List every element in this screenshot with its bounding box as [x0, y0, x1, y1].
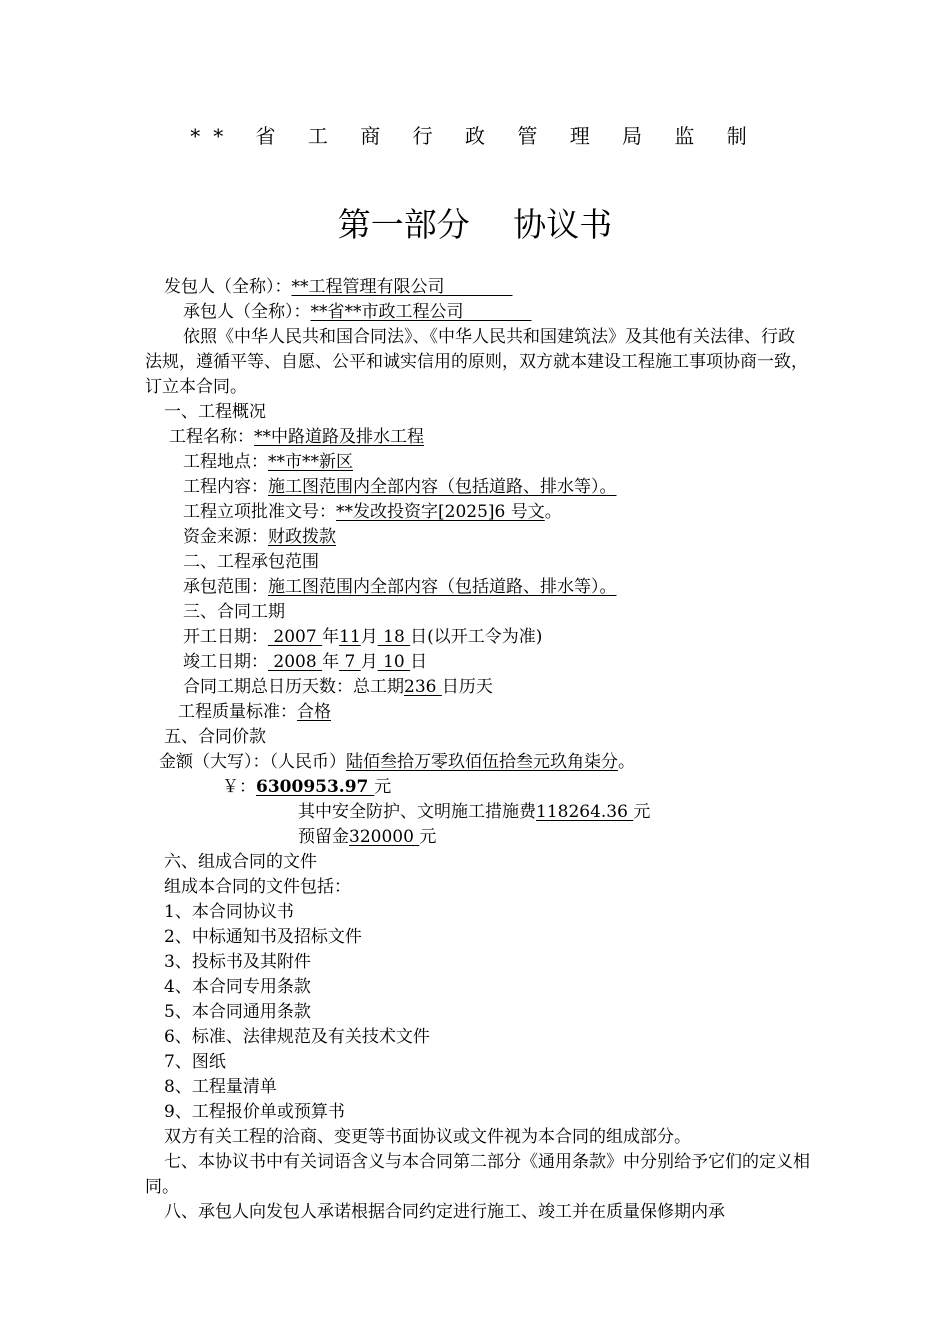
document-item: 6、标准、法律规范及有关技术文件 [164, 1027, 430, 1047]
section5-heading: 五、合同价款 [164, 727, 266, 747]
approval-label: 工程立项批准文号： [183, 502, 336, 522]
start-day: 18 [377, 627, 411, 647]
employer-line [164, 275, 513, 299]
end-date-label: 竣工日期： [183, 652, 268, 672]
project-location-value: **市**新区 [268, 452, 353, 472]
end-day: 10 [377, 652, 411, 672]
document-item: 4、本合同专用条款 [164, 977, 311, 997]
document-item: 5、本合同通用条款 [164, 1002, 311, 1022]
approval-line [183, 500, 562, 524]
total-days-value: 236 [404, 677, 442, 697]
approval-value: **发改投资字[2025]6 号文 [336, 502, 545, 522]
start-year: 2007 [268, 627, 323, 647]
scope-value: 施工图范围内全部内容（包括道路、排水等）。 [268, 577, 617, 597]
start-date-label: 开工日期： [183, 627, 268, 647]
document-item: 7、图纸 [164, 1052, 226, 1072]
retention-label: 预留金 [298, 827, 349, 847]
document-item: 2、中标通知书及招标文件 [164, 927, 362, 947]
document-item: 8、工程量清单 [164, 1077, 277, 1097]
amount-suffix: 。 [618, 752, 635, 772]
yen-label: ￥： [222, 777, 256, 797]
safety-fee-unit: 元 [633, 802, 651, 822]
contractor-line [183, 300, 532, 324]
quality-value: 合格 [297, 702, 331, 722]
year-unit: 年 [322, 652, 340, 672]
approval-suffix: 。 [544, 502, 562, 522]
quality-line [178, 700, 331, 724]
document-item: 3、投标书及其附件 [164, 952, 311, 972]
total-days-label: 合同工期总日历天数：总工期 [183, 677, 404, 697]
employer-pad [445, 277, 513, 297]
retention-line [298, 825, 436, 849]
contractor-label: 承包人（全称）： [183, 302, 311, 322]
year-unit: 年 [322, 627, 340, 647]
retention-value: 320000 [349, 827, 420, 847]
project-content-label: 工程内容： [183, 477, 268, 497]
document-item: 9、工程报价单或预算书 [164, 1102, 345, 1122]
amount-label: 金额（大写）：（人民币） [159, 752, 346, 772]
project-name-label: 工程名称： [169, 427, 254, 447]
total-days-unit: 日历天 [441, 677, 493, 697]
project-content-line [183, 475, 617, 499]
contractor-pad [464, 302, 532, 322]
amount-words: 陆佰叁拾万零玖佰伍拾叁元玖角柒分 [346, 752, 618, 772]
scope-label: 承包范围： [183, 577, 268, 597]
documents-closing: 双方有关工程的洽商、变更等书面协议或文件视为本合同的组成部分。 [164, 1127, 691, 1147]
start-date-line [183, 625, 542, 649]
preamble-paragraph: 依照《中华人民共和国合同法》、《中华人民共和国建筑法》及其他有关法律、行政法规，遵循平等、自愿、公平和诚实信用的原则，双方就本建设工程施工事项协商一致，订立本合同。 [145, 327, 808, 397]
project-content-value: 施工图范围内全部内容（包括道路、排水等）。 [268, 477, 617, 497]
end-month: 7 [339, 652, 361, 672]
yen-value: 6300953.97 [256, 777, 375, 797]
project-name-value: **中路道路及排水工程 [254, 427, 424, 447]
documents-intro: 组成本合同的文件包括： [164, 877, 351, 897]
section1-heading: 一、工程概况 [164, 402, 266, 422]
yen-unit: 元 [374, 777, 392, 797]
amount-figure-line [222, 775, 391, 799]
section6-heading: 六、组成合同的文件 [164, 852, 317, 872]
employer-value: **工程管理有限公司 [291, 277, 445, 297]
project-name-line [169, 425, 424, 449]
funding-line [183, 525, 336, 549]
document-item: 1、本合同协议书 [164, 902, 294, 922]
page-title: 第一部分 协议书 [337, 205, 613, 244]
end-note: 日 [410, 652, 428, 672]
month-unit: 月 [360, 627, 378, 647]
funding-label: 资金来源： [183, 527, 268, 547]
contractor-value: **省**市政工程公司 [310, 302, 464, 322]
funding-value: 财政拨款 [268, 527, 336, 547]
project-location-line [183, 450, 353, 474]
start-month: 11 [339, 627, 361, 647]
supervisor-header: ** 省 工 商 行 政 管 理 局 监 制 [190, 124, 760, 148]
safety-fee-line [298, 800, 650, 824]
end-date-line [183, 650, 427, 674]
safety-fee-value: 118264.36 [536, 802, 634, 822]
total-days-line [183, 675, 493, 699]
start-note: 日(以开工令为准) [410, 627, 543, 647]
safety-fee-label: 其中安全防护、文明施工措施费 [298, 802, 536, 822]
section8-paragraph: 八、承包人向发包人承诺根据合同约定进行施工、竣工并在质量保修期内承 [164, 1202, 725, 1222]
section3-heading: 三、合同工期 [183, 602, 285, 622]
section2-heading: 二、工程承包范围 [183, 552, 319, 572]
month-unit: 月 [360, 652, 378, 672]
scope-line [183, 575, 617, 599]
end-year: 2008 [268, 652, 323, 672]
section7-paragraph: 七、本协议书中有关词语含义与本合同第二部分《通用条款》中分别给予它们的定义相同。 [145, 1152, 810, 1197]
project-location-label: 工程地点： [183, 452, 268, 472]
quality-label: 工程质量标准： [178, 702, 297, 722]
amount-words-line [159, 750, 635, 774]
employer-label: 发包人（全称）： [164, 277, 292, 297]
retention-unit: 元 [419, 827, 437, 847]
